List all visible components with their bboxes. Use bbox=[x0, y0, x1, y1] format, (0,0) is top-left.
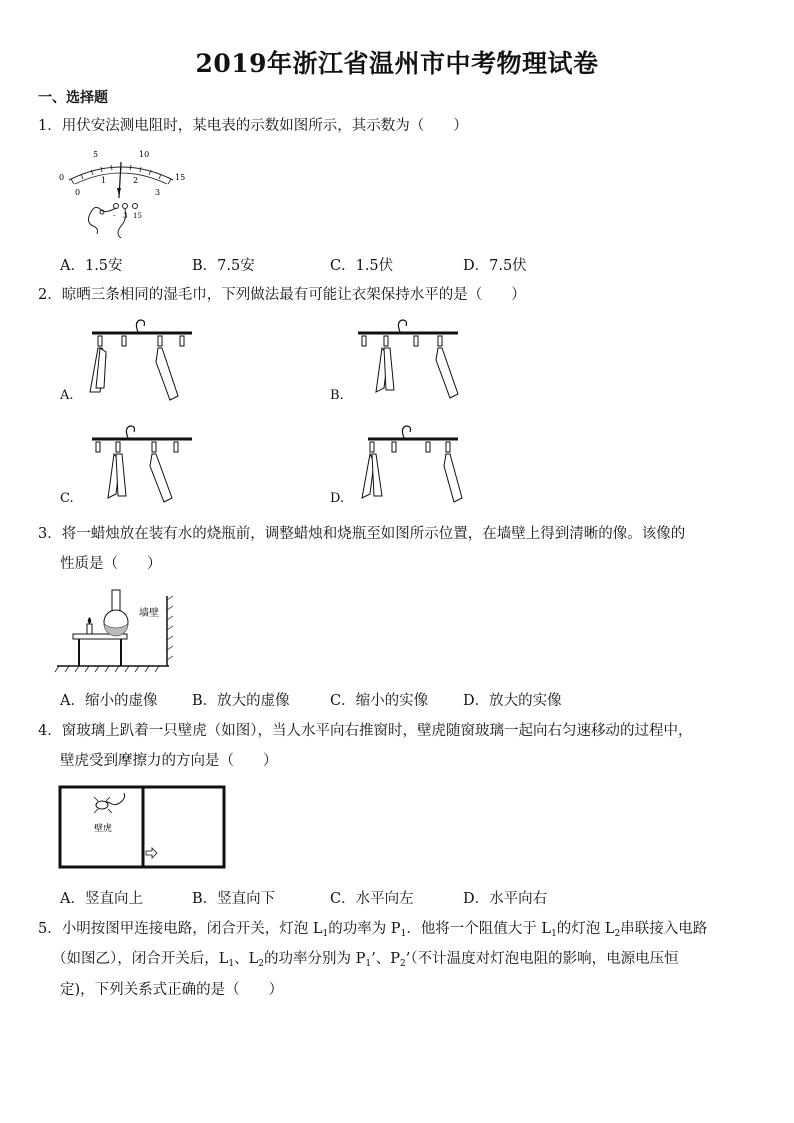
section-heading: 一、选择题 bbox=[38, 90, 108, 106]
q1-option-c[interactable]: C．1.5伏 bbox=[330, 258, 394, 274]
question-2-text: 2．晾晒三条相同的湿毛巾，下列做法最有可能让衣架保持水平的是（ ） bbox=[38, 287, 526, 303]
q3-option-b[interactable]: B．放大的虚像 bbox=[192, 693, 290, 709]
wall-label: 墙壁 bbox=[139, 608, 159, 619]
q3-option-d[interactable]: D．放大的实像 bbox=[463, 693, 562, 709]
question-4-line-1: 4．窗玻璃上趴着一只壁虎（如图），当人水平向右推窗时，壁虎随窗玻璃一起向右匀速移动的过程中， bbox=[38, 723, 693, 739]
q2-label-a[interactable]: A. bbox=[60, 388, 74, 403]
page-title: 2019年浙江省温州市中考物理试卷 bbox=[195, 49, 599, 78]
q3-option-a[interactable]: A．缩小的虚像 bbox=[60, 693, 158, 709]
gecko-label: 壁虎 bbox=[94, 824, 113, 834]
q4-option-c[interactable]: C．水平向左 bbox=[330, 891, 414, 907]
candle-flask-figure bbox=[55, 586, 180, 672]
question-3-line-2: 性质是（ ） bbox=[60, 556, 162, 572]
q1-option-a[interactable]: A．1.5安 bbox=[60, 258, 123, 274]
question-5-line-3: 定)，下列关系式正确的是（ ） bbox=[60, 982, 284, 998]
dial-bottom-0: 0 bbox=[75, 188, 81, 197]
question-1-text: 1．用伏安法测电阻时，某电表的示数如图所示，其示数为（ ） bbox=[38, 118, 468, 134]
dial-top-0: 0 bbox=[59, 173, 65, 182]
terminal-negative: - bbox=[113, 212, 116, 220]
q2-label-d[interactable]: D. bbox=[330, 491, 345, 506]
q4-option-d[interactable]: D．水平向右 bbox=[463, 891, 548, 907]
dial-top-5: 5 bbox=[93, 150, 99, 159]
terminal-15: 15 bbox=[133, 212, 142, 220]
hanger-figure-a bbox=[88, 316, 198, 398]
terminal-3: 3 bbox=[123, 212, 128, 220]
q2-label-c[interactable]: C. bbox=[60, 491, 74, 506]
dial-top-10: 10 bbox=[139, 150, 150, 159]
question-5-line-1: 5．小明按图甲连接电路，闭合开关，灯泡 $L_1$的功率为 $P_1$．他将一个阻值大于 $L_1$的灯泡 $L_2$串联接入电路 bbox=[38, 921, 708, 939]
question-4-line-2: 壁虎受到摩擦力的方向是（ ） bbox=[60, 753, 278, 769]
dial-top-15: 15 bbox=[175, 173, 186, 182]
hanger-figure-b bbox=[354, 316, 464, 398]
q3-option-c[interactable]: C．缩小的实像 bbox=[330, 693, 429, 709]
question-5-line-2: （如图乙），闭合开关后，$L_1$、$L_2$的功率分别为 $P_1$’、$P_2$’（不计温度对灯泡电阻的影响，电源电压恒 bbox=[52, 951, 679, 969]
hanger-figure-c bbox=[88, 422, 198, 504]
question-3-line-1: 3．将一蜡烛放在装有水的烧瓶前，调整蜡烛和烧瓶至如图所示位置，在墙壁上得到清晰的像。该像的 bbox=[38, 526, 686, 542]
dial-bottom-2: 2 bbox=[133, 176, 139, 185]
hanger-figure-d bbox=[354, 422, 464, 504]
q1-option-b[interactable]: B．7.5安 bbox=[192, 258, 255, 274]
q2-label-b[interactable]: B. bbox=[330, 388, 344, 403]
dial-bottom-1: 1 bbox=[101, 176, 107, 185]
meter-dial-figure bbox=[55, 148, 195, 240]
dial-bottom-3: 3 bbox=[155, 188, 161, 197]
q4-option-b[interactable]: B．竖直向下 bbox=[192, 891, 276, 907]
q1-option-d[interactable]: D．7.5伏 bbox=[463, 258, 527, 274]
q4-option-a[interactable]: A．竖直向上 bbox=[60, 891, 143, 907]
window-gecko-figure bbox=[58, 785, 228, 871]
